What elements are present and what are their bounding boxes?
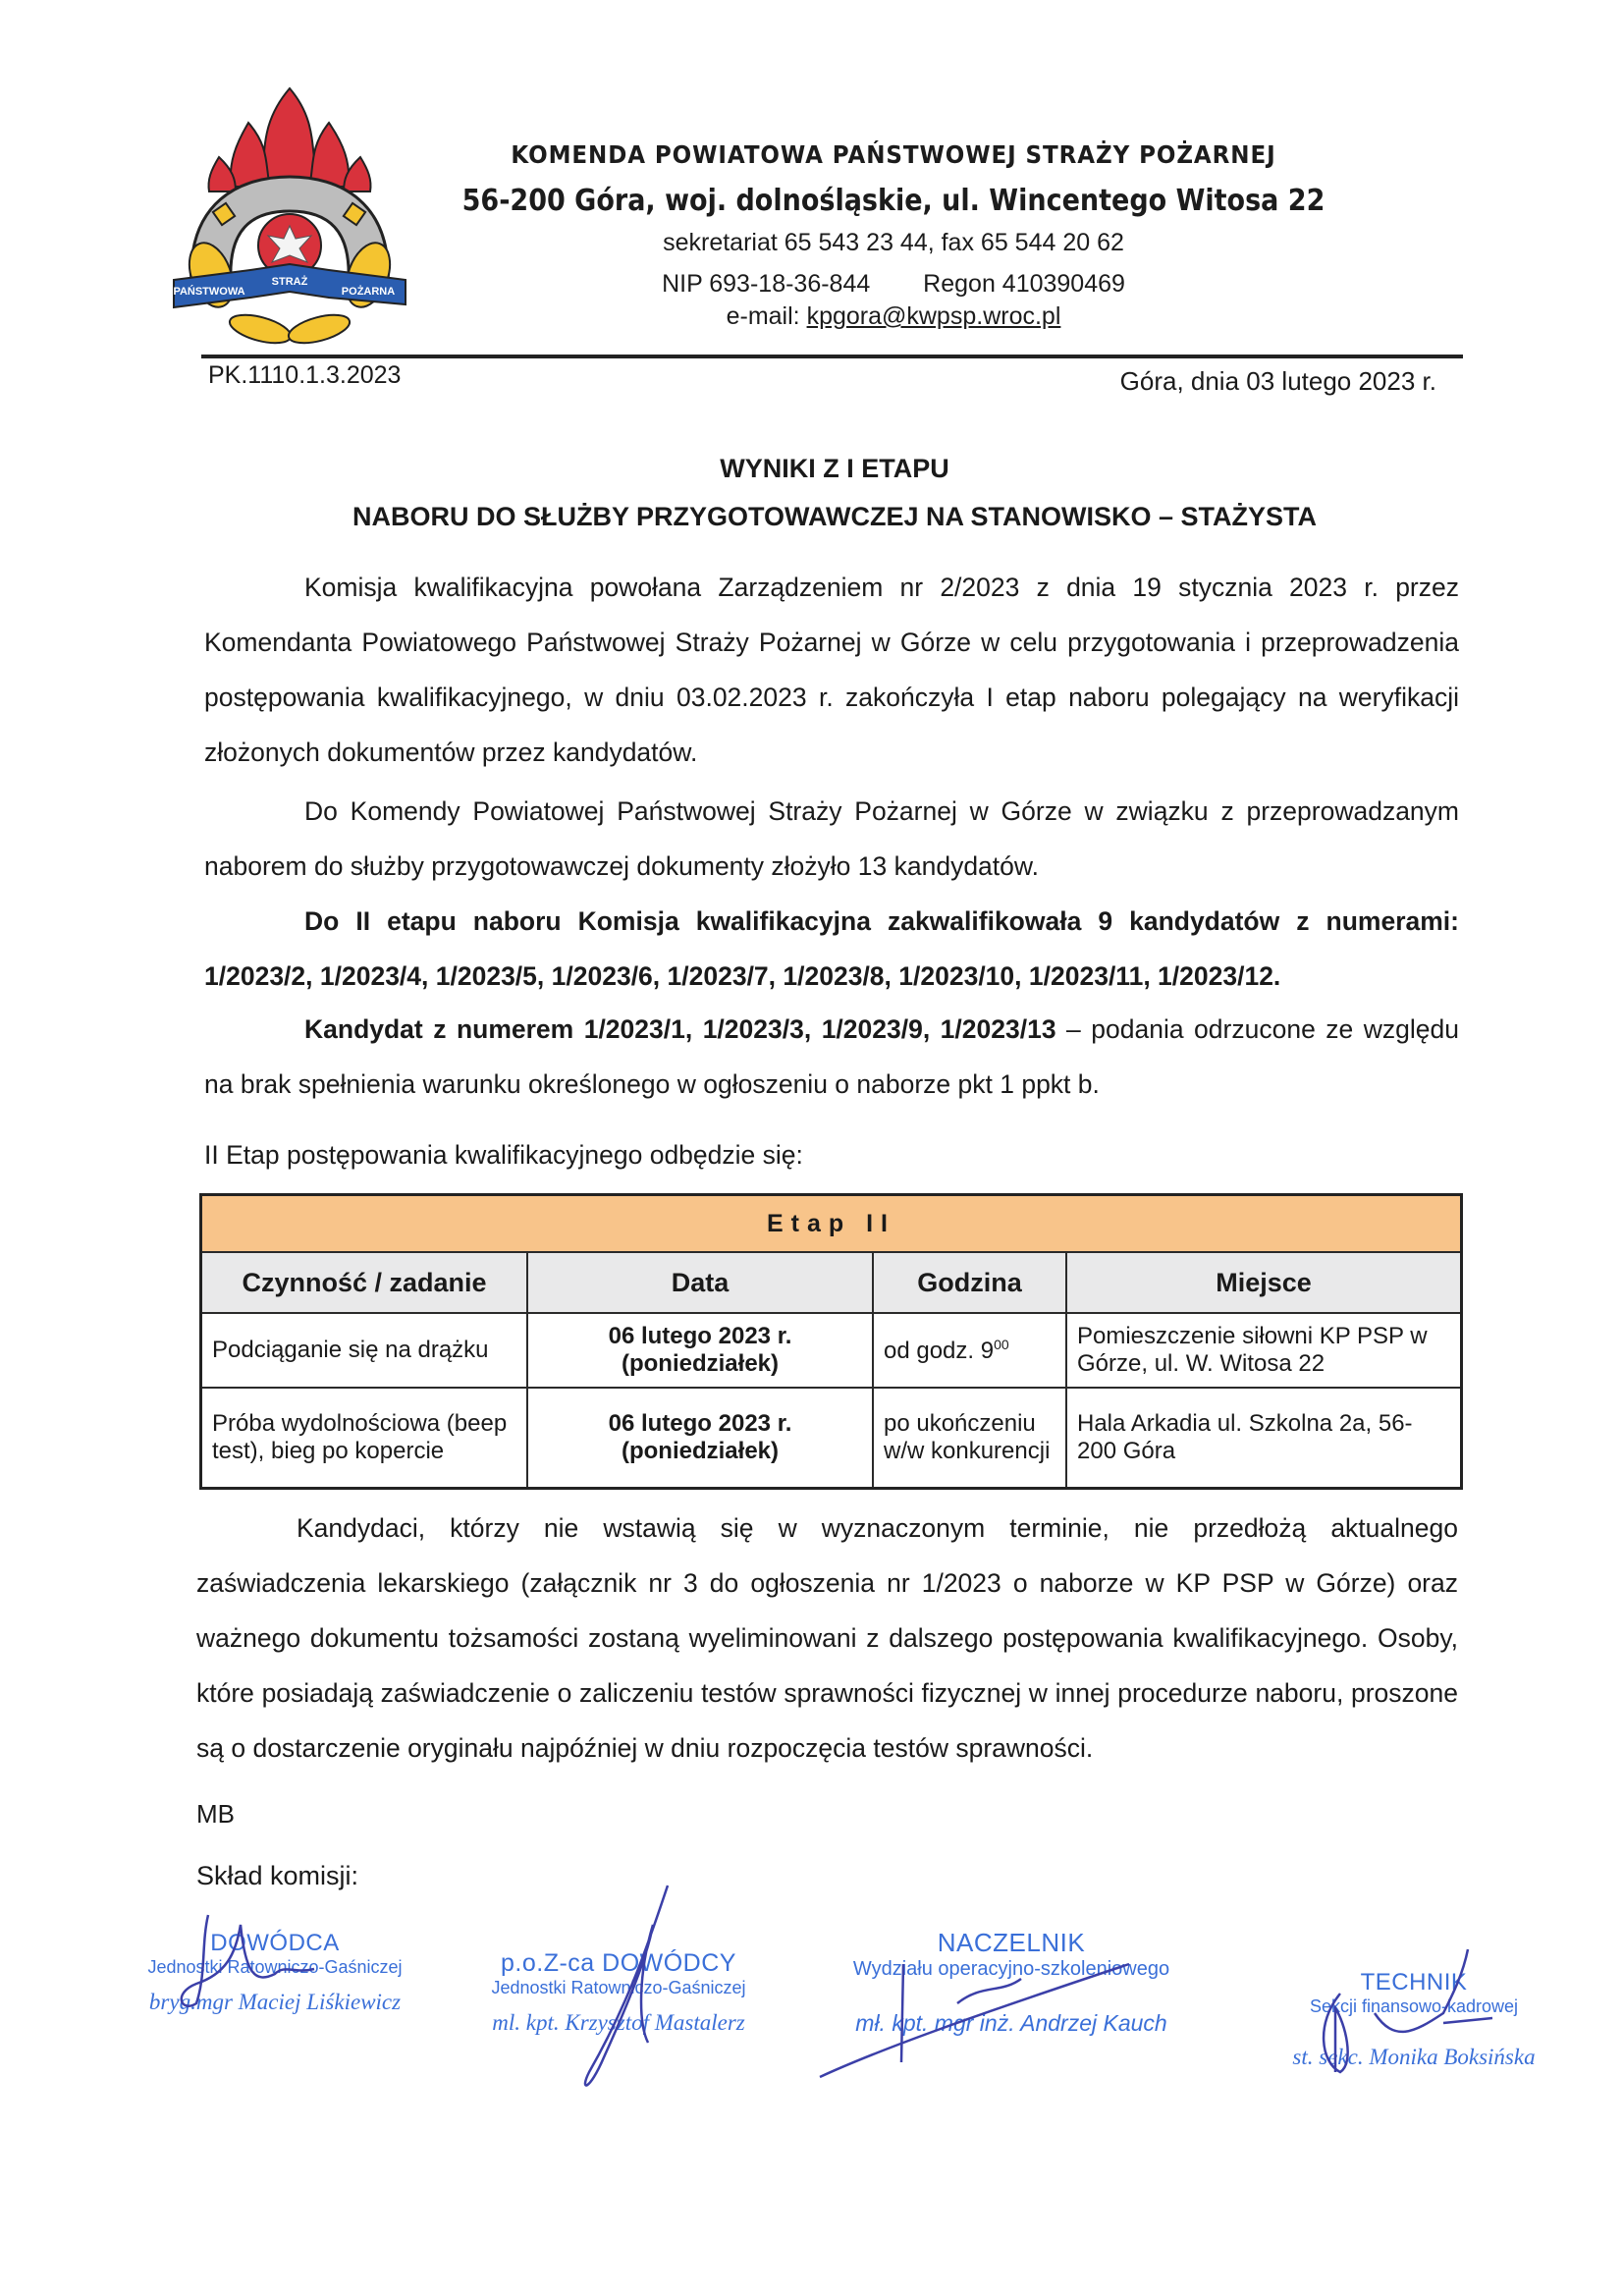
paragraph-text: – podania odrzucone ze względu na brak spełnienia warunku określonego w ogłoszeniu o naborze pkt 1 ppkt b. [204, 1014, 1459, 1099]
cell-place: Pomieszczenie siłowni KP PSP w Górze, ul. W. Witosa 22 [1066, 1313, 1462, 1388]
place-date: Góra, dnia 03 lutego 2023 r. [1119, 366, 1436, 396]
paragraph-applicants [204, 784, 1459, 894]
stamp-role: NACZELNIK [937, 1928, 1086, 1957]
signature-stamp-head [825, 1928, 1198, 2037]
stamp-unit: Wydziału operacyjno-szkoleniowego [852, 1958, 1170, 1980]
day-text: (poniedziałek) [621, 1438, 780, 1464]
org-name: KOMENDA POWIATOWA PAŃSTWOWEJ STRAŻY POŻARNEJ [511, 140, 1276, 169]
cell-task: Próba wydolnościowa (beep test), bieg po kopercie [201, 1388, 528, 1489]
stamp-name: mł. kpt. mgr inż. Andrzej Kauch [855, 2010, 1167, 2036]
cell-hour [873, 1313, 1066, 1388]
col-header-hour: Godzina [873, 1252, 1066, 1313]
stamp-unit: Jednostki Ratowniczo-Gaśniczej [491, 1978, 746, 1997]
paragraph-text: Do Komendy Powiatowej Państwowej Straży Pożarnej w Górze w związku z przeprowadzanym naborem do służby przygotowawczej dokumenty złożyło 13 kandydatów. [204, 796, 1459, 881]
stamp-name: bryg.mgr Maciej Liśkiewicz [148, 1990, 402, 2014]
paragraph-text: Komisja kwalifikacyjna powołana Zarządzeniem nr 2/2023 z dnia 19 stycznia 2023 r. przez Komendanta Powiatowego Państwowej Straży Pożarnej w Górze w celu przygotowania i przeprowadzenia postępowania kwalifikacyjnego, w dniu 03.02.2023 r. zakończyła I etap naboru polegający na weryfikacji złożonych dokumentów przez kandydatów. [204, 573, 1459, 767]
banner-word-3: POŻARNA [341, 286, 396, 298]
paragraph-rejected [204, 1002, 1459, 1112]
col-header-place: Miejsce [1066, 1252, 1462, 1313]
cell-date [527, 1388, 873, 1489]
signature-stamp-commander [128, 1930, 422, 2015]
stamp-role: TECHNIK [1360, 1969, 1468, 1995]
rejected-numbers: Kandydat z numerem 1/2023/1, 1/2023/3, 1/2023/9, 1/2023/13 [304, 1014, 1056, 1044]
hour-text: po ukończeniu w/w konkurencji [884, 1410, 1051, 1464]
org-ids [412, 270, 1375, 299]
email-link[interactable]: kpgora@kwpsp.wroc.pl [806, 302, 1061, 330]
stamp-unit: Sekcji finansowo-kadrowej [1309, 1996, 1519, 2016]
stamp-unit: Jednostki Ratowniczo-Gaśniczej [147, 1957, 403, 1977]
col-header-date: Data [527, 1252, 873, 1313]
date-text: 06 lutego 2023 r. [608, 1323, 792, 1349]
cell-hour [873, 1388, 1066, 1489]
fire-service-emblem [172, 83, 407, 349]
org-phones: sekretariat 65 543 23 44, fax 65 544 20 62 [663, 229, 1124, 256]
cell-date [527, 1313, 873, 1388]
stamp-name: ml. kpt. Krzysztof Mastalerz [492, 2010, 745, 2035]
committee-label: Skład komisji: [196, 1861, 359, 1890]
paragraph-text: Do II etapu naboru Komisja kwalifikacyjna zakwalifikowała 9 kandydatów z numerami: 1/2023/2, 1/2023/4, 1/2023/5, 1/2023/6, 1/2023/7, 1/2023/8, 1/2023/10, 1/2023/11, 1/2023/12. [204, 906, 1459, 991]
email-label: e-mail: [726, 302, 807, 330]
paragraph-text: Kandydaci, którzy nie wstawią się w wyznaczonym terminie, nie przedłożą aktualnego zaświadczenia lekarskiego (załącznik nr 3 do ogłoszenia nr 1/2023 o naborze w KP PSP w Górze) oraz ważnego dokumentu tożsamości zostaną wyeliminowani z dalszego postępowania kwalifikacyjnego. Osoby, które posiadają zaświadczenie o zaliczeniu testów sprawności fizycznej w innej procedurze naboru, proszone są o dostarczenie oryginału najpóźniej w dniu rozpoczęcia testów sprawności. [196, 1513, 1458, 1763]
document-title-line2: NABORU DO SŁUŻBY PRZYGOTOWAWCZEJ NA STANOWISKO – STAŻYSTA [352, 502, 1318, 531]
flame-icon [262, 88, 319, 187]
stage2-schedule-table [199, 1193, 1463, 1490]
paragraph-qualified [204, 894, 1459, 1004]
table-row [201, 1313, 1462, 1388]
reference-number: PK.1110.1.3.2023 [208, 361, 402, 389]
paragraph-requirements [196, 1501, 1458, 1776]
paragraph-stage2-intro: II Etap postępowania kwalifikacyjnego odbędzie się: [204, 1140, 803, 1170]
document-title-line1: WYNIKI Z I ETAPU [720, 454, 949, 483]
paragraph-commission [204, 560, 1459, 780]
cell-task: Podciąganie się na drążku [201, 1313, 528, 1388]
banner-word-1: PAŃSTWOWA [173, 286, 245, 298]
day-text: (poniedziałek) [621, 1350, 780, 1377]
date-text: 06 lutego 2023 r. [608, 1410, 792, 1437]
author-initials: MB [196, 1799, 235, 1829]
org-email-line [412, 302, 1375, 331]
table-row [201, 1388, 1462, 1489]
banner-word-2: STRAŻ [271, 276, 308, 288]
col-header-task: Czynność / zadanie [201, 1252, 528, 1313]
signature-stamp-deputy [461, 1949, 776, 2036]
org-address: 56-200 Góra, woj. dolnośląskie, ul. Wincentego Witosa 22 [461, 184, 1325, 218]
header-divider [201, 355, 1463, 358]
stamp-role: p.o.Z-ca DOWÓDCY [501, 1949, 736, 1977]
stamp-role: DOWÓDCA [210, 1930, 340, 1956]
hour-minutes: 00 [994, 1336, 1009, 1352]
cell-place: Hala Arkadia ul. Szkolna 2a, 56-200 Góra [1066, 1388, 1462, 1489]
hour-text: od godz. 9 [884, 1337, 995, 1364]
nip: NIP 693-18-36-844 [662, 270, 871, 298]
signature-stamp-technician [1267, 1969, 1561, 2070]
regon: Regon 410390469 [923, 270, 1125, 298]
table-band-title: Etap II [201, 1195, 1462, 1253]
stamp-name: st. sekc. Monika Boksińska [1292, 2045, 1536, 2069]
